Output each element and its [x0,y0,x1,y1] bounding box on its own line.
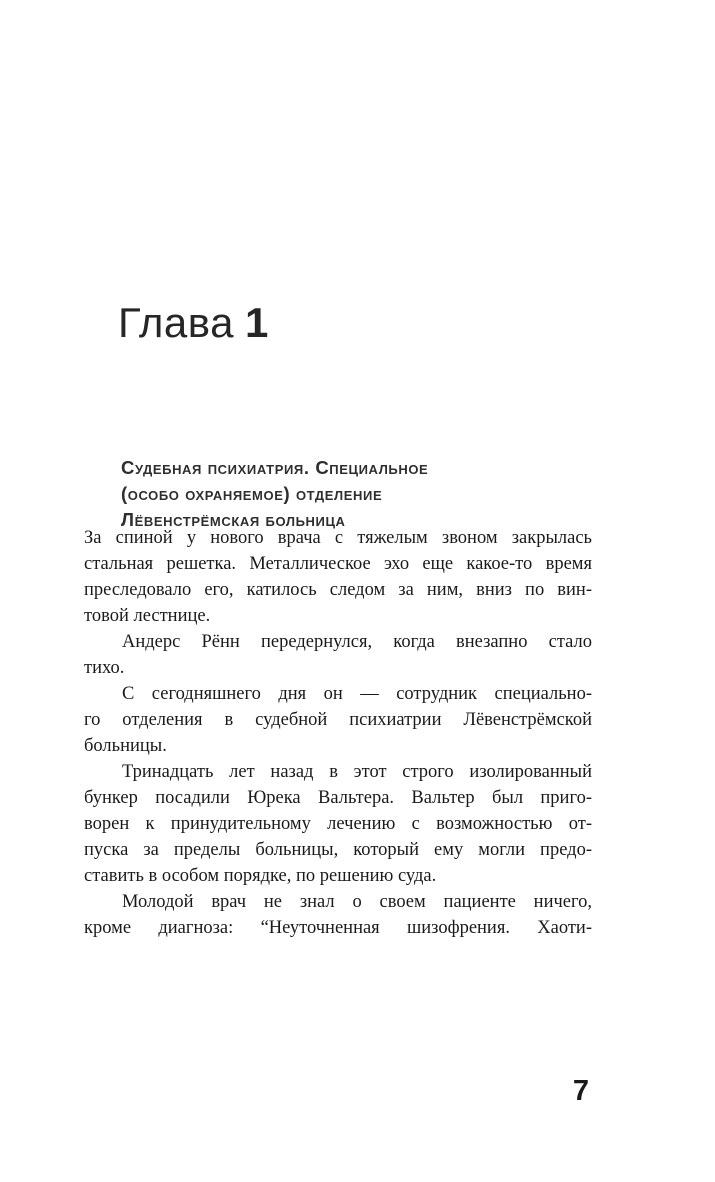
chapter-label: Глава [118,299,234,347]
text-line: С сегодняшнего дня он — сотрудник специально- [122,684,592,704]
chapter-number: 1 [244,299,269,347]
body-text [84,525,592,941]
text-line: пуска за пределы больницы, который ему могли предо- [84,840,592,860]
section-heading [121,455,428,533]
text-line: Тринадцать лет назад в этот строго изолированный [122,762,592,782]
text-line: За спиной у нового врача с тяжелым звоном закрылась [84,528,592,548]
text-line: стальная решетка. Металлическое эхо еще какое-то время [84,554,592,574]
text-line: Андерс Рённ передернулся, когда внезапно стало [122,632,592,652]
text-line: больницы. [84,736,167,756]
section-heading-line: (особо охраняемое) отделение [121,483,383,505]
text-line: Молодой врач не знал о своем пациенте ничего, [122,892,592,912]
text-line: товой лестнице. [84,606,211,626]
text-line: тихо. [84,658,125,678]
section-heading-line: Лёвенстрёмская больница [121,509,346,531]
chapter-title [118,299,269,347]
text-line: бункер посадили Юрека Вальтера. Вальтер был приго- [84,788,592,808]
page-number: 7 [572,1075,589,1107]
text-line: кроме диагноза: “Неуточненная шизофрения. Хаоти- [84,918,592,938]
text-line: преследовало его, катилось следом за ним, вниз по вин- [84,580,592,600]
text-line: ставить в особом порядке, по решению суда. [84,866,437,886]
text-line: ворен к принудительному лечению с возможностью от- [84,814,592,834]
section-heading-line: Судебная психиатрия. Специальное [121,457,429,479]
text-line: го отделения в судебной психиатрии Лёвенстрёмской [84,710,592,730]
